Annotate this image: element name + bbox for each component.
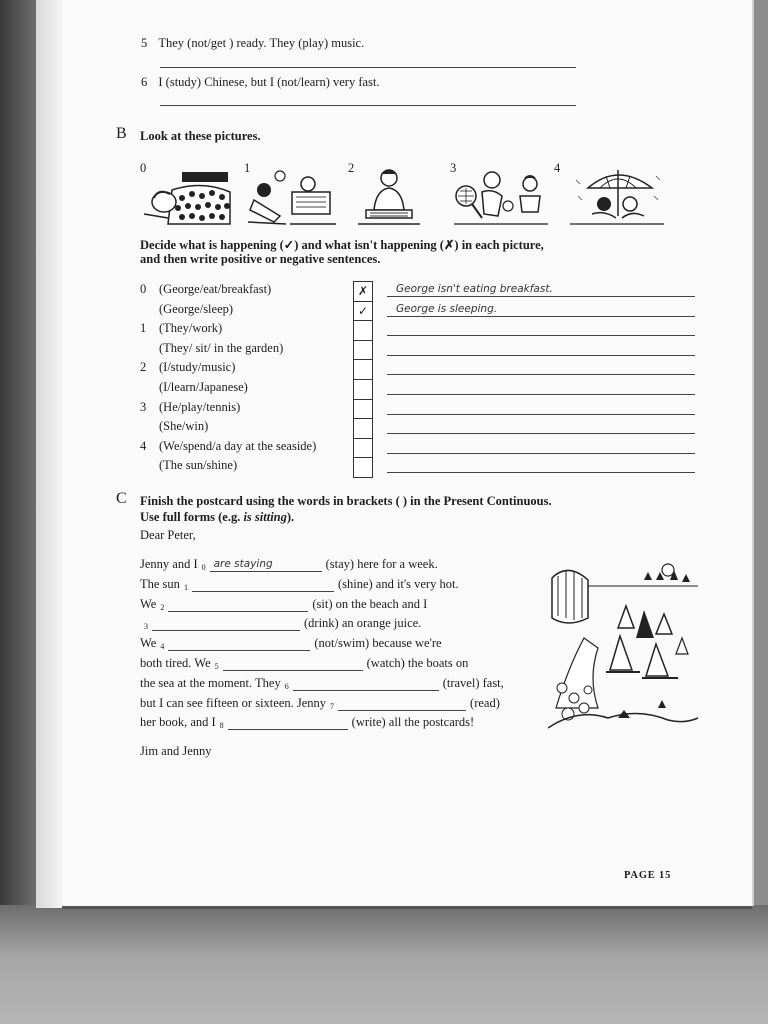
picture-number: 3	[450, 161, 457, 175]
b-item-prompt: (He/play/tennis)	[159, 399, 241, 414]
b-item-checkbox[interactable]	[353, 320, 373, 341]
b-item-prompt: (I/study/music)	[159, 360, 236, 375]
postcard-line	[140, 676, 504, 691]
exercise-item-5	[141, 36, 364, 51]
picture-number: 2	[348, 161, 355, 175]
b-item-checkbox[interactable]	[353, 340, 373, 361]
postcard-line-text: We	[140, 596, 157, 611]
background-surface-bottom	[0, 905, 768, 1024]
postcard-line	[140, 577, 459, 592]
b-item-checkbox[interactable]: ✓	[353, 301, 373, 322]
b-item-prompt: (She/win)	[159, 419, 209, 434]
postcard-line	[140, 696, 500, 711]
b-item-checkbox[interactable]: ✗	[353, 281, 373, 302]
b-item-checkbox[interactable]	[353, 399, 373, 420]
postcard-blank[interactable]	[223, 657, 363, 671]
postcard-line-text: (not/swim) because we're	[314, 636, 442, 651]
postcard-line-text: the sea at the moment. They	[140, 675, 281, 690]
postcard-blank[interactable]	[192, 578, 334, 592]
postcard-line-text: The sun	[140, 576, 180, 591]
blank-number: 6	[284, 681, 289, 691]
picture-studying	[354, 166, 424, 228]
item-text: I (study) Chinese, but I (not/learn) very fast.	[158, 75, 380, 89]
blank-number: 5	[214, 662, 219, 671]
b-item-answer-line[interactable]	[387, 296, 695, 297]
b-item-prompt: (We/spend/a day at the seaside)	[159, 438, 317, 453]
postcard-greeting: Dear Peter,	[140, 528, 196, 542]
b-item-checkbox[interactable]	[353, 438, 373, 459]
b-item-prompt: (George/sleep)	[159, 301, 234, 316]
b-item-number: 4	[140, 438, 147, 453]
b-item-answer-line[interactable]	[387, 316, 695, 317]
answer-line[interactable]	[160, 67, 576, 68]
b-item-number: 2	[140, 360, 147, 375]
section-b-instruction-1: Decide what is happening (✓) and what isn't happening (✗) in each picture,	[140, 238, 544, 252]
b-item-answer-line[interactable]	[387, 335, 695, 336]
blank-number: 1	[183, 582, 188, 592]
postcard-line	[140, 557, 438, 572]
item-text: They (not/get ) ready. They (play) music.	[158, 36, 365, 50]
picture-number: 0	[140, 161, 147, 175]
postcard-line	[140, 616, 421, 631]
postcard-line-text: We	[140, 636, 157, 651]
b-item-prompt: (The sun/shine)	[159, 458, 238, 473]
b-item-prompt: (I/learn/Japanese)	[159, 380, 248, 394]
postcard-line-text: but I can see fifteen or sixteen. Jenny	[140, 695, 327, 710]
b-item-answer-line[interactable]	[387, 433, 695, 434]
item-number: 6	[141, 75, 148, 89]
postcard-blank[interactable]	[168, 637, 310, 651]
exercise-item-6	[141, 75, 380, 90]
postcard-line	[140, 715, 474, 730]
b-item-answer-line[interactable]	[387, 374, 695, 375]
postcard-line	[140, 656, 468, 671]
picture-seaside	[570, 166, 664, 228]
picture-beach-boats	[548, 558, 698, 734]
postcard-line-text: her book, and I	[140, 715, 216, 730]
section-c-title-2: Use full forms (e.g. is sitting).	[140, 510, 295, 524]
b-item-checkbox[interactable]	[353, 418, 373, 439]
b-item-answer-line[interactable]	[387, 472, 695, 473]
postcard-line-text: (drink) an orange juice.	[304, 616, 422, 631]
b-item-answer-line[interactable]	[387, 453, 695, 454]
b-item-prompt: (George/eat/breakfast)	[159, 282, 272, 296]
postcard-blank[interactable]	[228, 716, 348, 730]
b-item-number: 0	[140, 282, 147, 296]
postcard-line-text: both tired. We	[140, 656, 211, 670]
section-b-instruction-2: and then write positive or negative sentences.	[140, 252, 381, 266]
b-item-answer: George isn't eating breakfast.	[396, 283, 553, 295]
section-c-letter: C	[116, 490, 127, 507]
postcard-blank[interactable]	[338, 697, 466, 711]
b-item-answer-line[interactable]	[387, 394, 695, 395]
b-item-checkbox[interactable]	[353, 457, 373, 478]
example-phrase: is sitting	[243, 510, 287, 524]
blank-number: 4	[160, 642, 165, 652]
blank-number: 2	[160, 602, 165, 612]
postcard-signoff: Jim and Jenny	[140, 744, 212, 758]
picture-garden-reading	[246, 166, 340, 228]
b-item-answer-line[interactable]	[387, 414, 695, 415]
b-item-prompt: (They/ sit/ in the garden)	[159, 340, 284, 355]
postcard-line-text: (travel) fast,	[442, 675, 504, 690]
postcard-blank[interactable]	[168, 598, 308, 612]
page-edge	[36, 0, 62, 908]
postcard-line-text: (write) all the postcards!	[351, 715, 475, 730]
b-item-answer: George is sleeping.	[396, 302, 498, 315]
postcard-line-text: (sit) on the beach and I	[312, 596, 428, 611]
postcard-line-text: (watch) the boats on	[366, 656, 469, 670]
postcard-line	[140, 636, 442, 651]
blank-number: 8	[219, 721, 224, 731]
picture-george-sleeping	[142, 166, 232, 228]
blank-number: 0	[201, 563, 206, 572]
b-item-checkbox[interactable]	[353, 359, 373, 380]
b-item-checkbox[interactable]	[353, 379, 373, 400]
section-b-title: Look at these pictures.	[140, 129, 261, 143]
postcard-line-text: (stay) here for a week.	[325, 557, 438, 571]
postcard-line-text: (read)	[470, 695, 500, 710]
item-number: 5	[141, 36, 148, 50]
blank-number: 7	[330, 701, 335, 711]
postcard-line-text: Jenny and I	[140, 557, 198, 571]
picture-number: 4	[554, 161, 561, 175]
b-item-number: 1	[140, 321, 147, 336]
postcard-blank[interactable]	[293, 677, 439, 691]
picture-number: 1	[244, 161, 251, 175]
section-b-letter: B	[116, 125, 127, 142]
b-item-number: 3	[140, 399, 147, 414]
answer-line[interactable]	[160, 105, 576, 106]
workbook-page	[62, 0, 752, 906]
postcard-line-text: (shine) and it's very hot.	[337, 576, 459, 591]
postcard-line	[140, 597, 427, 612]
postcard-blank-answer: are staying	[213, 558, 273, 570]
postcard-blank[interactable]	[152, 617, 300, 631]
b-item-answer-line[interactable]	[387, 355, 695, 356]
page-number: PAGE 15	[624, 870, 672, 881]
picture-tennis	[454, 166, 548, 228]
postcard-blank[interactable]	[210, 558, 322, 572]
b-item-prompt: (They/work)	[159, 321, 223, 336]
section-c-title-1: Finish the postcard using the words in brackets ( ) in the Present Continuous.	[140, 494, 552, 508]
blank-number: 3	[144, 622, 148, 632]
